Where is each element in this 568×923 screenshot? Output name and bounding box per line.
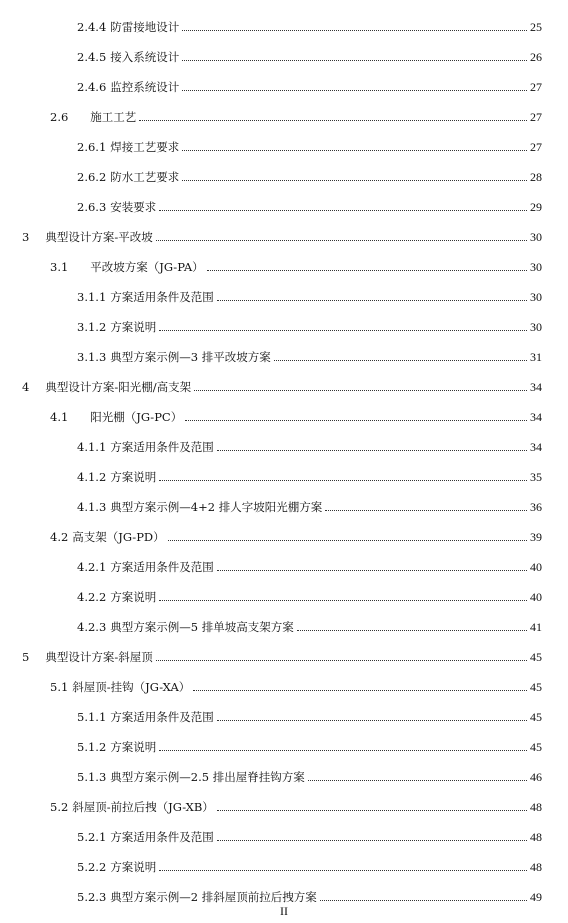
toc-entry-title: 典型设计方案-阳光棚/高支架: [45, 380, 192, 394]
dot-leader: [159, 480, 527, 481]
toc-entry-title: 监控系统设计: [110, 80, 180, 94]
toc-entry[interactable]: [77, 464, 542, 484]
toc-entry[interactable]: [77, 584, 542, 604]
toc-entry-page: 45: [530, 740, 542, 754]
toc-entry-title: 方案说明: [110, 740, 157, 754]
toc-entry[interactable]: [77, 164, 542, 184]
toc-entry-page: 45: [530, 680, 542, 694]
dot-leader: [217, 840, 527, 841]
toc-entry-number: 3.1: [50, 260, 69, 274]
toc-entry[interactable]: [77, 134, 542, 154]
dot-leader: [217, 810, 527, 811]
toc-entry-page: 48: [530, 860, 542, 874]
toc-entry-page: 30: [530, 290, 542, 304]
toc-entry-title: 方案适用条件及范围: [110, 710, 214, 724]
toc-entry-number: 5.2: [50, 800, 69, 814]
toc-entry-title: 接入系统设计: [110, 50, 180, 64]
toc-entry-page: 48: [530, 830, 542, 844]
toc-entry-page: 31: [530, 350, 542, 364]
toc-entry-number: 3.1.1: [77, 290, 107, 304]
toc-entry-title: 防雷接地设计: [110, 20, 180, 34]
toc-entry-page: 30: [530, 320, 542, 334]
toc-entry-page: 41: [530, 620, 542, 634]
dot-leader: [194, 390, 527, 391]
toc-entry-title: 斜屋顶-前拉后拽（JG-XB）: [72, 800, 214, 814]
toc-entry[interactable]: [77, 14, 542, 34]
toc-entry-title: 焊接工艺要求: [110, 140, 180, 154]
toc-entry-title: 典型方案示例—5 排单坡高支架方案: [110, 620, 294, 634]
toc-entry[interactable]: [77, 764, 542, 784]
toc-entry[interactable]: [77, 74, 542, 94]
toc-entry-page: 28: [530, 170, 542, 184]
toc-entry[interactable]: [77, 344, 542, 364]
toc-entry-page: 40: [530, 560, 542, 574]
dot-leader: [325, 510, 527, 511]
toc-entry-title: 方案适用条件及范围: [110, 440, 214, 454]
dot-leader: [182, 30, 527, 31]
toc-entry-title: 典型方案示例—2 排斜屋顶前拉后拽方案: [110, 890, 317, 904]
toc-entry-page: 34: [530, 380, 542, 394]
toc-entry-title: 平改坡方案（JG-PA）: [90, 260, 204, 274]
toc-entry-number: 5.1.2: [77, 740, 107, 754]
toc-entry[interactable]: [77, 314, 542, 334]
toc-entry-page: 34: [530, 410, 542, 424]
dot-leader: [159, 210, 527, 211]
dot-leader: [217, 720, 527, 721]
toc-entry[interactable]: [22, 374, 542, 394]
toc-entry-page: 48: [530, 800, 542, 814]
toc-entry-number: 2.6.1: [77, 140, 107, 154]
toc-entry-page: 35: [530, 470, 542, 484]
toc-entry-title: 典型设计方案-平改坡: [45, 230, 153, 244]
dot-leader: [193, 690, 527, 691]
toc-entry[interactable]: [50, 404, 542, 424]
toc-entry-page: 29: [530, 200, 542, 214]
toc-entry[interactable]: [50, 674, 542, 694]
toc-entry-title: 方案说明: [110, 860, 157, 874]
toc-entry-number: 4: [22, 380, 30, 394]
toc-entry[interactable]: [22, 224, 542, 244]
toc-entry-title: 安装要求: [110, 200, 157, 214]
toc-entry[interactable]: [50, 524, 542, 544]
toc-entry-title: 阳光棚（JG-PC）: [90, 410, 183, 424]
toc-entry-number: 5.2.3: [77, 890, 107, 904]
toc-entry-title: 典型方案示例—2.5 排出屋脊挂钩方案: [110, 770, 305, 784]
toc-entry-number: 4.1.1: [77, 440, 107, 454]
toc-entry[interactable]: [77, 824, 542, 844]
toc-entry-page: 45: [530, 710, 542, 724]
toc-entry-page: 46: [530, 770, 542, 784]
dot-leader: [156, 660, 527, 661]
toc-entry-number: 5: [22, 650, 30, 664]
toc-entry[interactable]: [50, 794, 542, 814]
toc-entry-title: 典型方案示例—4+2 排人字坡阳光棚方案: [110, 500, 323, 514]
toc-entry-number: 2.6.3: [77, 200, 107, 214]
toc-entry[interactable]: [77, 44, 542, 64]
toc-entry-number: 2.6.2: [77, 170, 107, 184]
toc-entry-title: 防水工艺要求: [110, 170, 180, 184]
toc-entry[interactable]: [77, 194, 542, 214]
toc-entry-title: 方案说明: [110, 590, 157, 604]
toc-entry[interactable]: [77, 554, 542, 574]
toc-entry-page: 45: [530, 650, 542, 664]
toc-entry-page: 30: [530, 260, 542, 274]
toc-entry-page: 39: [530, 530, 542, 544]
dot-leader: [185, 420, 527, 421]
dot-leader: [297, 630, 527, 631]
toc-entry-title: 方案说明: [110, 470, 157, 484]
dot-leader: [159, 600, 527, 601]
dot-leader: [320, 900, 527, 901]
toc-entry-title: 方案说明: [110, 320, 157, 334]
toc-entry-number: 4.2: [50, 530, 69, 544]
dot-leader: [139, 120, 527, 121]
toc-entry-page: 27: [530, 140, 542, 154]
toc-entry-number: 5.1.3: [77, 770, 107, 784]
toc-entry-number: 4.2.1: [77, 560, 107, 574]
toc-entry[interactable]: [77, 734, 542, 754]
toc-entry[interactable]: [50, 254, 542, 274]
toc-entry-number: 2.4.6: [77, 80, 107, 94]
dot-leader: [182, 90, 527, 91]
toc-entry-page: 36: [530, 500, 542, 514]
dot-leader: [217, 450, 527, 451]
toc-entry-title: 方案适用条件及范围: [110, 290, 214, 304]
dot-leader: [159, 870, 527, 871]
toc-entry-number: 3.1.2: [77, 320, 107, 334]
toc-entry[interactable]: [50, 104, 542, 124]
dot-leader: [217, 570, 527, 571]
toc-entry-number: 2.6: [50, 110, 69, 124]
toc-entry-number: 5.1.1: [77, 710, 107, 724]
page-number-footer: II: [280, 904, 288, 918]
dot-leader: [274, 360, 527, 361]
toc-entry-number: 5.2.1: [77, 830, 107, 844]
toc-entry-number: 3: [22, 230, 30, 244]
toc-entry[interactable]: [77, 284, 542, 304]
dot-leader: [207, 270, 527, 271]
dot-leader: [308, 780, 527, 781]
toc-entry-number: 5.1: [50, 680, 69, 694]
dot-leader: [156, 240, 527, 241]
toc-entry-number: 2.4.4: [77, 20, 107, 34]
toc-entry-title: 方案适用条件及范围: [110, 830, 214, 844]
toc-entry-number: 4.2.2: [77, 590, 107, 604]
toc-entry-page: 25: [530, 20, 542, 34]
dot-leader: [182, 180, 527, 181]
toc-entry[interactable]: [77, 854, 542, 874]
dot-leader: [217, 300, 527, 301]
toc-entry-title: 高支架（JG-PD）: [72, 530, 165, 544]
toc-entry-title: 典型方案示例—3 排平改坡方案: [110, 350, 271, 364]
toc-entry-number: 3.1.3: [77, 350, 107, 364]
toc-entry-page: 34: [530, 440, 542, 454]
toc-entry[interactable]: [77, 434, 542, 454]
toc-entry-page: 27: [530, 80, 542, 94]
toc-entry-page: 30: [530, 230, 542, 244]
toc-entry[interactable]: [77, 494, 542, 514]
toc-entry-number: 5.2.2: [77, 860, 107, 874]
toc-entry-title: 斜屋顶-挂钩（JG-XA）: [72, 680, 191, 694]
toc-entry-number: 4.1.2: [77, 470, 107, 484]
dot-leader: [182, 150, 527, 151]
toc-entry-title: 方案适用条件及范围: [110, 560, 214, 574]
toc-entry-title: 典型设计方案-斜屋顶: [45, 650, 153, 664]
toc-entry[interactable]: [77, 704, 542, 724]
dot-leader: [168, 540, 527, 541]
dot-leader: [159, 330, 527, 331]
toc-entry-number: 4.1: [50, 410, 69, 424]
toc-entry-page: 40: [530, 590, 542, 604]
toc-entry-number: 4.1.3: [77, 500, 107, 514]
toc-entry-page: 26: [530, 50, 542, 64]
toc-entry[interactable]: [77, 614, 542, 634]
toc-entry-title: 施工工艺: [90, 110, 137, 124]
toc-entry-page: 27: [530, 110, 542, 124]
toc-entry[interactable]: [22, 644, 542, 664]
toc-entry-page: 49: [530, 890, 542, 904]
dot-leader: [159, 750, 527, 751]
toc-entry-number: 2.4.5: [77, 50, 107, 64]
dot-leader: [182, 60, 527, 61]
toc-entry[interactable]: [77, 884, 542, 904]
toc-entry-number: 4.2.3: [77, 620, 107, 634]
